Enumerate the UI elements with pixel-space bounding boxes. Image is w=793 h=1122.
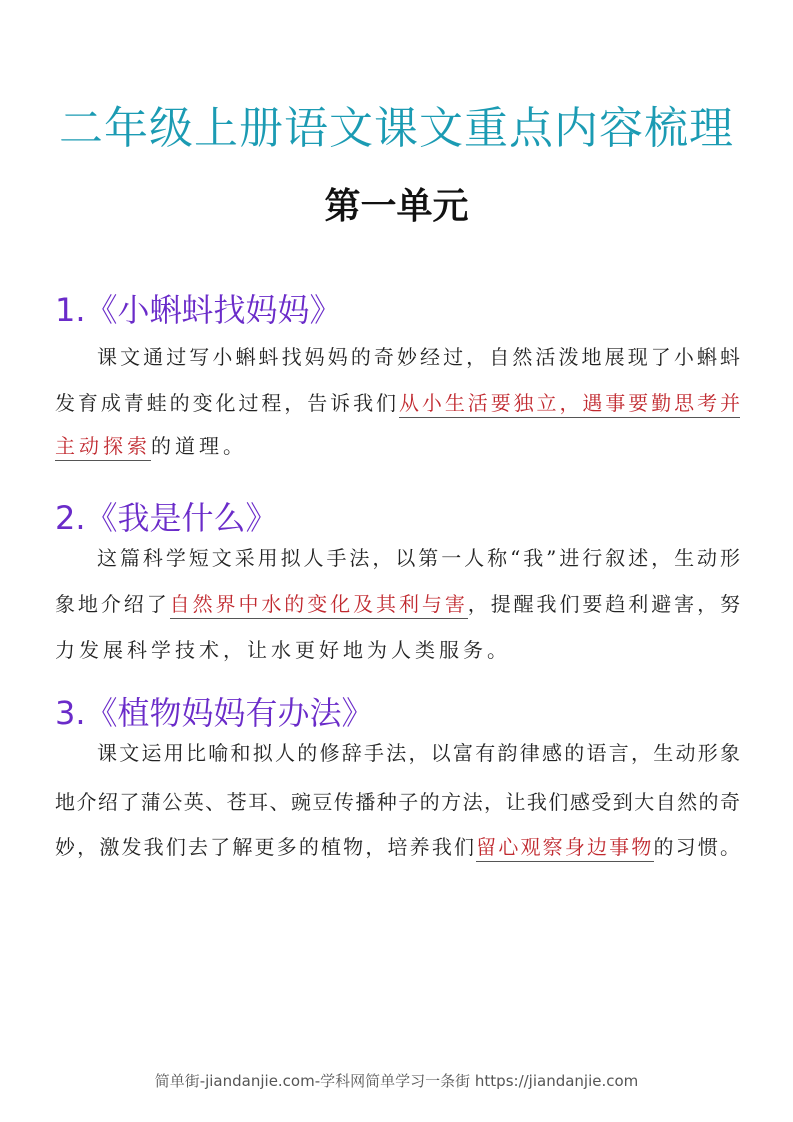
footer-text: 简单街-jiandanjie.com-学科网简单学习一条街 https://jiandanjie.com xyxy=(154,1072,639,1090)
body-text: 妙，激发我们去了解更多的植物，培养我们 xyxy=(55,835,477,859)
body-text: 象地介绍了 xyxy=(55,592,170,616)
body-text: 这篇科学短文采用拟人手法，以第一人称“我”进行叙述，生动形 xyxy=(97,546,740,570)
highlighted-key-point: 从小生活要独立，遇事要勤思考并 xyxy=(399,391,740,418)
body-text: 课文运用比喻和拟人的修辞手法，以富有韵律感的语言，生动形象 xyxy=(97,741,740,765)
paragraph-line xyxy=(55,635,740,665)
body-text: 发育成青蛙的变化过程，告诉我们 xyxy=(55,391,399,415)
unit-subtitle: 第一单元 xyxy=(324,186,469,227)
paragraph-line xyxy=(55,431,740,461)
paragraph-line xyxy=(97,543,740,573)
body-text: 地介绍了蒲公英、苍耳、豌豆传播种子的方法，让我们感受到大自然的奇 xyxy=(55,790,740,814)
body-text: 的道理。 xyxy=(151,434,247,458)
highlighted-key-point: 自然界中水的变化及其利与害 xyxy=(170,592,468,619)
section-heading: 3.《植物妈妈有办法》 xyxy=(55,694,374,732)
paragraph-line xyxy=(97,738,740,768)
paragraph-line xyxy=(55,589,740,619)
section-heading: 2.《我是什么》 xyxy=(55,499,278,537)
section-heading: 1.《小蝌蚪找妈妈》 xyxy=(55,291,342,329)
body-text: 课文通过写小蝌蚪找妈妈的奇妙经过，自然活泼地展现了小蝌蚪 xyxy=(97,345,740,369)
paragraph-line xyxy=(97,342,740,372)
body-text: 的习惯。 xyxy=(653,835,741,859)
paragraph-line xyxy=(55,388,740,418)
page-title: 二年级上册语文课文重点内容梳理 xyxy=(59,103,734,154)
highlighted-key-point: 留心观察身边事物 xyxy=(476,835,653,862)
paragraph-line xyxy=(55,787,740,817)
body-text: ，提醒我们要趋利避害，努 xyxy=(467,592,741,616)
body-text: 力发展科学技术，让水更好地为人类服务。 xyxy=(55,638,511,662)
highlighted-key-point: 主动探索 xyxy=(55,434,151,461)
paragraph-line xyxy=(55,832,740,862)
